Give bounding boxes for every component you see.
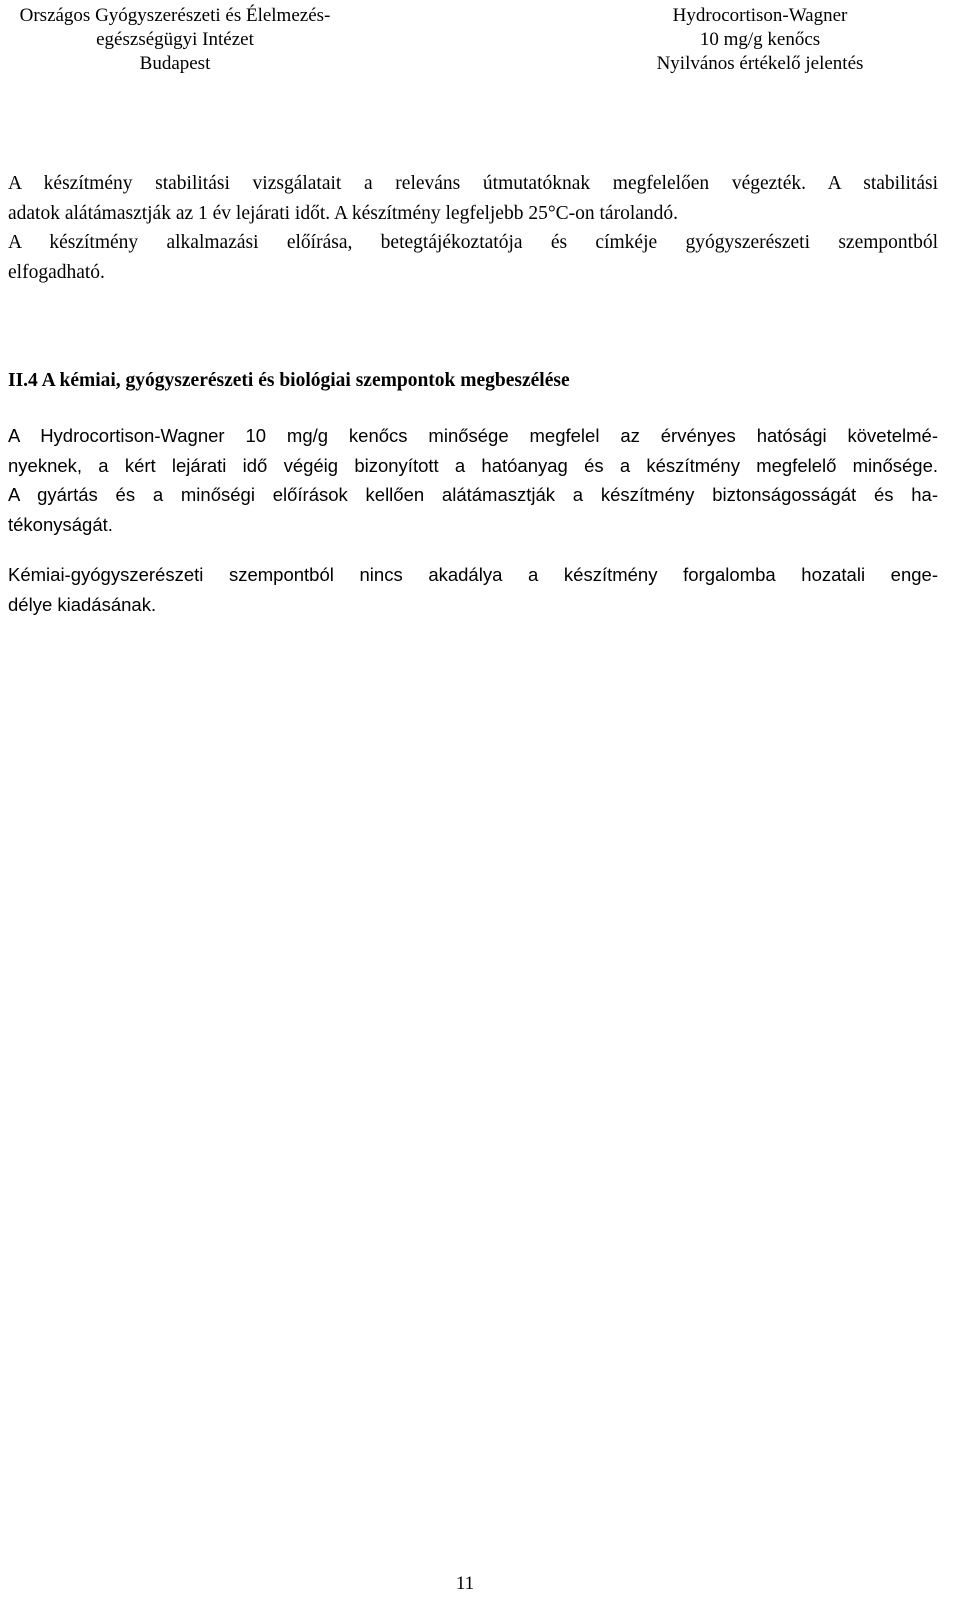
- paragraph-line: elfogadható.: [8, 262, 105, 283]
- paragraph-line: Kémiai-gyógyszerészeti szempontból nincs akadálya a készítmény forgalomba hozatali enge-: [8, 564, 938, 585]
- header-left-line: egészségügyi Intézet: [96, 29, 254, 50]
- labeling-paragraph: [8, 228, 938, 288]
- page-number: 11: [455, 1573, 475, 1594]
- stability-paragraph: [8, 169, 938, 229]
- paragraph-line: A készítmény stabilitási vizsgálatait a releváns útmutatóknak megfelelően végezték. A stabilitási: [8, 173, 938, 194]
- paragraph-line: tékonyságát.: [8, 513, 113, 535]
- header-left-line: Budapest: [139, 53, 211, 74]
- header-right-line: Hydrocortison-Wagner: [672, 5, 848, 26]
- header-right-line: Nyilvános értékelő jelentés: [656, 53, 864, 74]
- page-header: [0, 4, 960, 76]
- conclusion-paragraph: [8, 560, 938, 619]
- paragraph-line: adatok alátámasztják az 1 év lejárati időt. A készítmény legfeljebb 25°C-on tárolandó.: [8, 203, 679, 224]
- paragraph-line: A Hydrocortison-Wagner 10 mg/g kenőcs minősége megfelel az érvényes hatósági követelmé-: [8, 425, 938, 446]
- header-left-line: Országos Gyógyszerészeti és Élelmezés-: [19, 5, 331, 26]
- product-title: [600, 4, 920, 76]
- paragraph-line: délye kiadásának.: [8, 593, 157, 615]
- quality-paragraph: [8, 421, 938, 539]
- paragraph-line: nyeknek, a kért lejárati idő végéig bizonyított a hatóanyag és a készítmény megfelelő minősége.: [8, 454, 938, 476]
- paragraph-line: A gyártás és a minőségi előírások kellően alátámasztják a készítmény biztonságosságát és ha-: [8, 484, 938, 505]
- paragraph-line: A készítmény alkalmazási előírása, betegtájékoztatója és címkéje gyógyszerészeti szempontból: [8, 232, 938, 253]
- institute-name: [0, 4, 350, 76]
- section-heading: II.4 A kémiai, gyógyszerészeti és biológiai szempontok megbeszélése: [8, 370, 570, 391]
- header-right-line: 10 mg/g kenőcs: [699, 29, 821, 50]
